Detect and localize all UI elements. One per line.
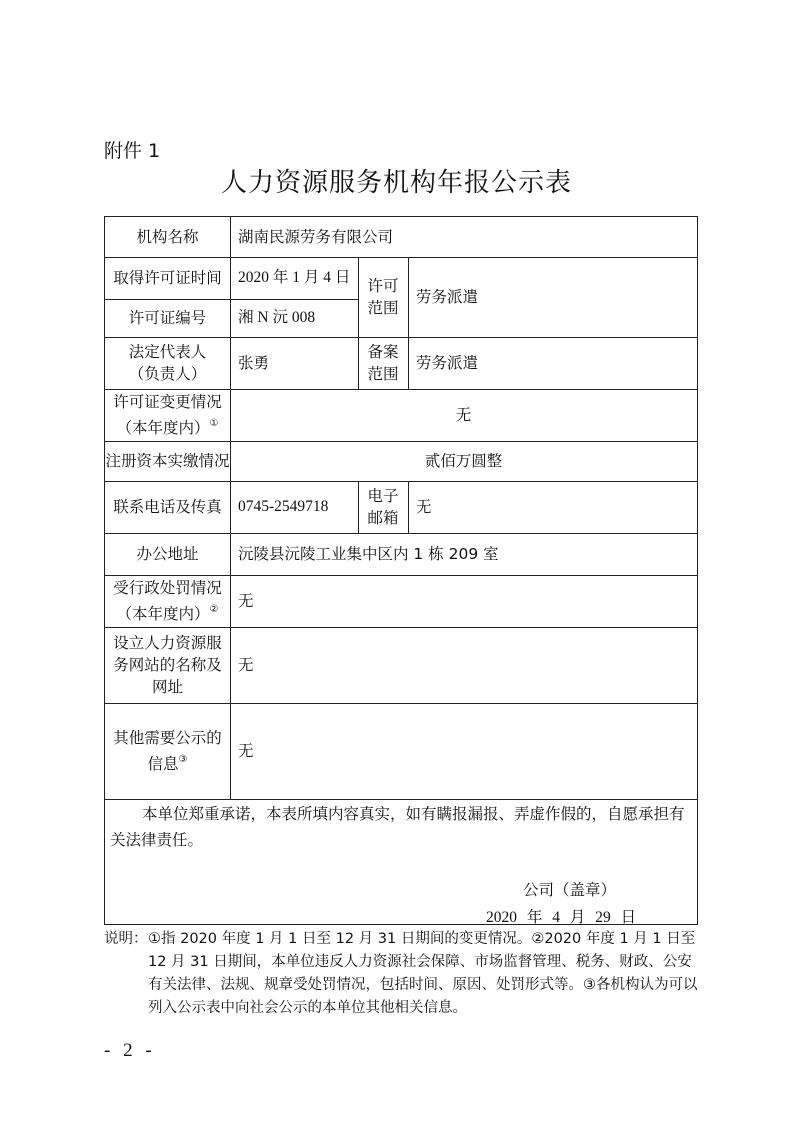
org-name-value: 湖南民源劳务有限公司	[238, 228, 394, 246]
email-label	[358, 481, 408, 533]
email-value: 无	[416, 498, 432, 516]
email-label-line2: 邮箱	[367, 509, 399, 527]
license-time-label: 取得许可证时间	[113, 269, 222, 287]
filing-scope-label-line1: 备案	[367, 343, 399, 361]
legal-rep-label-line2: （负责人）	[128, 365, 207, 383]
footnote-mark: ②	[209, 604, 219, 615]
license-number-value: 湘 N 沅 008	[238, 309, 316, 326]
other-info-label	[105, 703, 230, 799]
other-info-label-line1: 其他需要公示的	[113, 729, 222, 747]
license-number-label: 许可证编号	[128, 309, 207, 327]
license-change-label-line2: （本年度内）	[116, 419, 210, 437]
page-number: - 2 -	[104, 1040, 156, 1061]
website-value: 无	[238, 656, 254, 674]
promise-statement: 本单位郑重承诺，本表所填内容真实，如有瞒报漏报、弄虚作假的，自愿承担有关法律责任。	[110, 805, 685, 849]
penalty-label-line2: （本年度内）	[116, 605, 210, 623]
penalty-label-line1: 受行政处罚情况	[113, 579, 222, 597]
address-value: 沅陵县沅陵工业集中区内 1 栋 209 室	[238, 545, 499, 563]
capital-value: 贰佰万圆整	[424, 452, 503, 470]
website-label	[105, 627, 230, 703]
license-change-label-line1: 许可证变更情况	[113, 393, 222, 411]
phone-value: 0745-2549718	[238, 498, 329, 515]
legal-rep-label-line1: 法定代表人	[128, 343, 207, 361]
attachment-label: 附件 1	[104, 140, 161, 162]
penalty-label	[105, 575, 230, 627]
website-label-line1: 设立人力资源服	[113, 634, 222, 652]
sign-date: 2020 年 4 月 29 日	[486, 909, 637, 926]
page-title: 人力资源服务机构年报公示表	[220, 168, 572, 198]
org-name-label: 机构名称	[136, 228, 199, 246]
phone-label: 联系电话及传真	[113, 498, 222, 516]
license-change-value: 无	[455, 406, 472, 424]
notes-text: ①指 2020 年度 1 月 1 日至 12 月 31 日期间的变更情况。②2020 年度 1 月 1 日至 12 月 31 日期间，本单位违反人力资源社会保障、市场监督管理、税务、财政、公安有关法律、法规、规章受处罚情况，包括时间、原因、处罚形式等。③各机构认为可以列入公示表中向社会公示的本单位其他相关信息。	[148, 931, 698, 1016]
license-scope-value: 劳务派遣	[416, 288, 479, 306]
footnote-mark: ①	[209, 418, 219, 429]
company-seal-label: 公司（盖章）	[523, 881, 617, 899]
license-change-label	[105, 389, 230, 441]
row-divider	[105, 799, 697, 800]
filing-scope-label	[358, 337, 408, 389]
notes-label: 说明：	[104, 931, 148, 947]
penalty-value: 无	[238, 592, 254, 610]
license-scope-label	[358, 257, 408, 337]
license-time-value: 2020 年 1 月 4 日	[238, 269, 351, 286]
filing-scope-value: 劳务派遣	[416, 354, 479, 372]
footnote-mark: ③	[178, 754, 188, 765]
other-info-value: 无	[238, 742, 254, 760]
other-info-label-line2: 信息	[147, 755, 179, 773]
website-label-line2: 务网站的名称及	[113, 656, 222, 674]
license-scope-label-line2: 范围	[367, 299, 399, 317]
filing-scope-label-line2: 范围	[367, 365, 399, 383]
legal-rep-value: 张勇	[238, 354, 270, 372]
legal-rep-label	[105, 337, 230, 389]
license-scope-label-line1: 许可	[367, 277, 399, 295]
email-label-line1: 电子	[367, 487, 399, 505]
website-label-line3: 网址	[151, 678, 183, 696]
capital-label: 注册资本实缴情况	[105, 452, 230, 470]
address-label: 办公地址	[136, 545, 199, 563]
